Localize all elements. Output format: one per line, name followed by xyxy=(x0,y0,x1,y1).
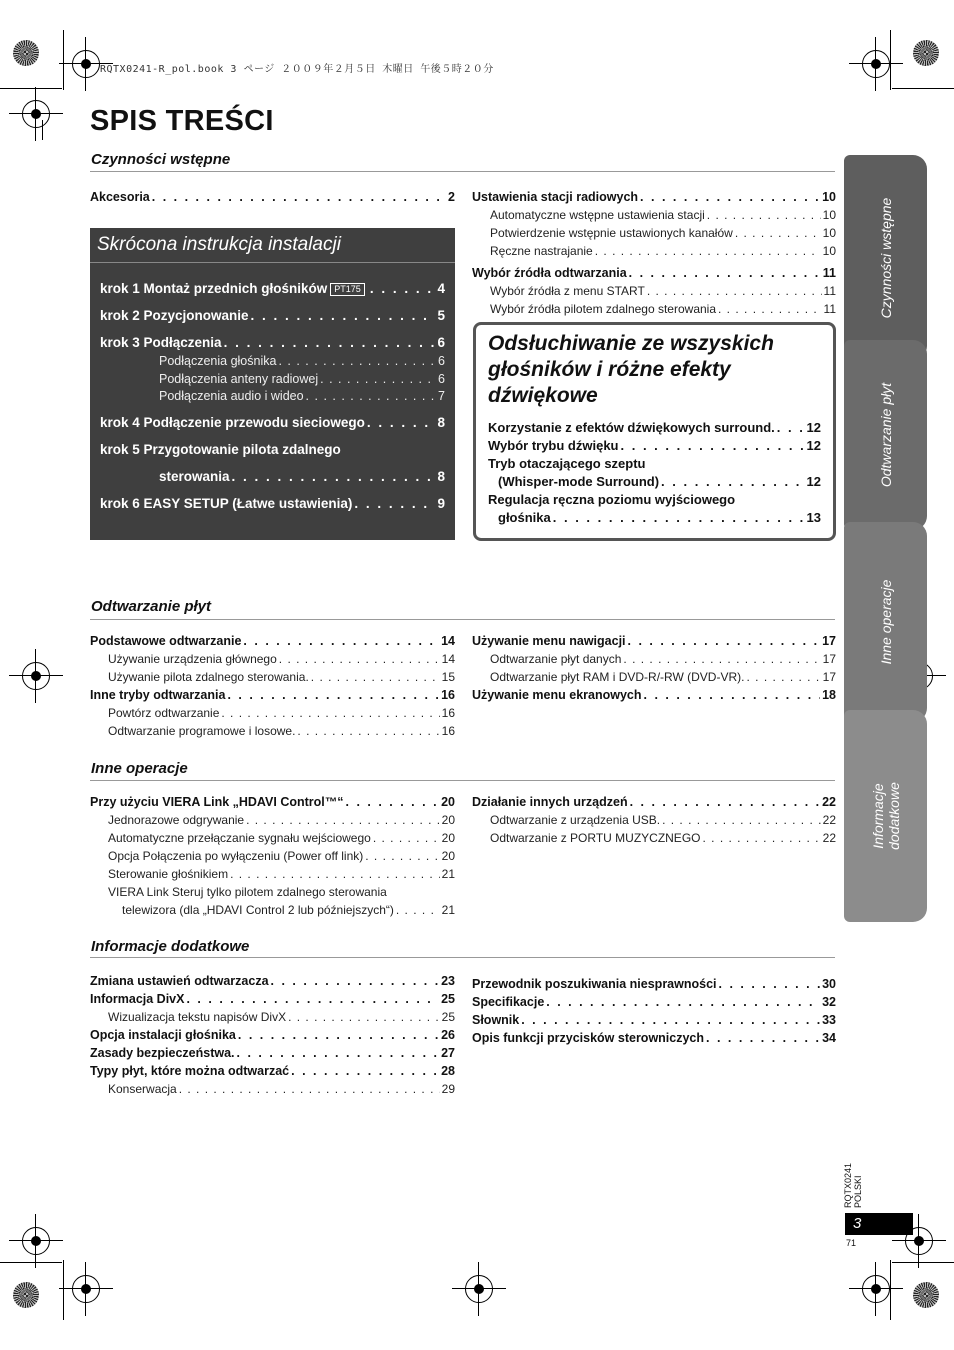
toc-subentry xyxy=(90,865,455,883)
toc-page-number: 22 xyxy=(822,795,836,809)
crosshair-mark-icon xyxy=(862,1275,890,1303)
toc-page-number: 26 xyxy=(441,1028,455,1042)
toc-entry-label: Konserwacja xyxy=(108,1082,177,1096)
toc-extra-left xyxy=(90,972,455,1098)
toc-page-number: 25 xyxy=(441,992,455,1006)
toc-page-number: 16 xyxy=(441,724,455,738)
crosshair-mark-icon xyxy=(22,100,50,128)
toc-entry-label: Odtwarzanie programowe i losowe. xyxy=(108,724,296,738)
toc-page-number: 14 xyxy=(441,652,455,666)
toc-entry-continuation: (Whisper-mode Surround) . . . 12 xyxy=(488,473,821,491)
toc-entry-label: Wybór źródła odtwarzania xyxy=(472,266,627,280)
toc-subentry xyxy=(472,224,836,242)
toc-entry xyxy=(90,686,455,704)
toc-subentry xyxy=(100,388,445,406)
toc-entry-label: Akcesoria xyxy=(90,190,150,204)
toc-prelim-right xyxy=(472,188,836,318)
toc-subentry xyxy=(100,353,445,371)
toc-entry xyxy=(90,1062,455,1080)
toc-entry-label: Słownik xyxy=(472,1013,520,1027)
quick-setup-box xyxy=(90,228,455,540)
toc-page-number: 21 xyxy=(441,867,455,881)
toc-subentry xyxy=(472,650,836,668)
toc-entry xyxy=(472,1029,836,1047)
toc-entry-label: Wybór źródła z menu START xyxy=(490,284,645,298)
quick-setup-title: Skrócona instrukcja instalacji xyxy=(97,234,341,255)
toc-subentry xyxy=(90,847,455,865)
toc-entry-label: krok 6 EASY SETUP (Łatwe ustawienia) xyxy=(100,495,353,511)
toc-subentry xyxy=(100,371,445,389)
toc-subentry xyxy=(90,901,455,919)
toc-entry xyxy=(90,632,455,650)
toc-entry xyxy=(90,1044,455,1062)
toc-subentry xyxy=(472,300,836,318)
surround-title: Odsłuchiwanie ze wszyskich głośników i różne efekty dźwiękowe xyxy=(488,332,774,407)
toc-entry-label: Działanie innych urządzeń xyxy=(472,795,628,809)
toc-page-number: 17 xyxy=(822,634,836,648)
toc-entry-label: krok 3 Podłączenia xyxy=(100,335,222,350)
toc-entry-label: Zasady bezpieczeństwa. xyxy=(90,1046,235,1060)
toc-page-number: 20 xyxy=(441,795,455,809)
surround-items xyxy=(488,419,821,527)
toc-entry xyxy=(488,419,821,437)
registration-disc-icon xyxy=(13,40,39,66)
section-rule xyxy=(90,780,835,781)
toc-entry-label: Opcja instalacji głośnika xyxy=(90,1028,236,1042)
toc-page-number: 6 xyxy=(438,354,445,368)
toc-entry-label: krok 4 Podłączenie przewodu sieciowego xyxy=(100,414,365,430)
page-title: SPIS TREŚCI xyxy=(90,105,274,137)
toc-subentry xyxy=(472,282,836,300)
toc-subentry xyxy=(90,883,455,901)
toc-entry-label: Przy użyciu VIERA Link „HDAVI Control™“ xyxy=(90,795,344,809)
toc-subentry xyxy=(90,811,455,829)
toc-entry xyxy=(90,1026,455,1044)
toc-entry xyxy=(488,437,821,455)
toc-entry xyxy=(472,686,836,704)
toc-entry-label: Potwierdzenie wstępnie ustawionych kanałów xyxy=(490,226,733,240)
toc-page-number: 14 xyxy=(441,634,455,648)
tab-inne-operacje[interactable]: Inne operacje xyxy=(844,522,927,722)
toc-page-number: 13 xyxy=(806,510,821,525)
toc-entry-label: Odtwarzanie z PORTU MUZYCZNEGO xyxy=(490,831,701,845)
toc-page-number: 22 xyxy=(822,831,836,845)
side-code: RQTX0241 POLSKI xyxy=(843,1162,863,1208)
toc-page-number: 18 xyxy=(822,688,836,702)
toc-entry xyxy=(100,413,445,433)
toc-page-number: 15 xyxy=(441,670,455,684)
toc-entry-label: Sterowanie głośnikiem xyxy=(108,867,229,881)
toc-entry-label: Informacja DivX xyxy=(90,992,185,1006)
section-rule xyxy=(90,957,835,958)
toc-page-number: 28 xyxy=(441,1064,455,1078)
toc-entry-label: Regulacja ręczna poziomu wyjściowego xyxy=(488,492,736,507)
print-header: RQTX0241-R_pol.book 3 ページ ２００９年２月５日 木曜日 午後５時２０分 xyxy=(100,64,494,75)
section-heading-play: Odtwarzanie płyt xyxy=(91,598,212,615)
toc-entry-label: Ustawienia stacji radiowych xyxy=(472,190,639,204)
toc-entry xyxy=(472,975,836,993)
toc-entry xyxy=(488,455,821,473)
small-number: 71 xyxy=(846,1238,857,1248)
toc-subentry xyxy=(472,811,836,829)
tab-odtwarzanie-plyt[interactable]: Odtwarzanie płyt xyxy=(844,340,927,530)
toc-entry-label: VIERA Link Steruj tylko pilotem zdalnego sterowania xyxy=(108,885,387,899)
toc-entry-label: Odtwarzanie płyt RAM i DVD-R/-RW (DVD-VR). xyxy=(490,670,745,684)
toc-prelim-left xyxy=(90,188,455,206)
toc-page-number: 11 xyxy=(823,284,836,298)
toc-entry-label: telewizora (dla „HDAVI Control 2 lub późniejszych“) xyxy=(122,903,394,917)
toc-entry-label: Wybór źródła pilotem zdalnego sterowania xyxy=(490,302,717,316)
toc-entry-label: Specifikacje xyxy=(472,995,545,1009)
toc-entry xyxy=(472,264,836,282)
toc-page-number: 5 xyxy=(437,308,445,323)
section-heading-extra: Informacje dodatkowe xyxy=(91,938,250,955)
toc-subentry xyxy=(472,668,836,686)
toc-entry-label: Opis funkcji przycisków sterowniczych xyxy=(472,1031,705,1045)
crosshair-mark-icon xyxy=(22,1227,50,1255)
toc-entry xyxy=(90,972,455,990)
toc-entry xyxy=(100,494,445,514)
toc-entry xyxy=(472,793,836,811)
toc-entry xyxy=(472,188,836,206)
toc-entry xyxy=(488,491,821,509)
toc-page-number: 16 xyxy=(441,688,455,702)
toc-entry xyxy=(90,793,455,811)
toc-subentry xyxy=(90,650,455,668)
toc-page-number: 4 xyxy=(437,281,445,296)
toc-other-left xyxy=(90,793,455,919)
toc-entry-label: Opcja Połączenia po wyłączeniu (Power off link) xyxy=(108,849,364,863)
toc-entry-label: Podstawowe odtwarzanie xyxy=(90,634,242,648)
toc-entry xyxy=(100,306,445,326)
model-badge: PT175 xyxy=(330,283,365,296)
toc-entry xyxy=(472,632,836,650)
crosshair-mark-icon xyxy=(72,1275,100,1303)
toc-page-number: 30 xyxy=(822,977,836,991)
toc-extra-right xyxy=(472,975,836,1047)
surround-box xyxy=(473,322,836,541)
toc-page-number: 7 xyxy=(438,389,445,403)
toc-page-number: 6 xyxy=(438,371,445,386)
toc-page-number: 23 xyxy=(441,974,455,988)
toc-page-number: 12 xyxy=(806,420,821,435)
toc-entry-label: Automatyczne wstępne ustawienia stacji xyxy=(490,208,705,222)
toc-entry-label: Typy płyt, które można odtwarzać xyxy=(90,1064,290,1078)
toc-page-number: 17 xyxy=(822,670,836,684)
toc-entry xyxy=(100,333,445,353)
toc-entry-label: Wizualizacja tekstu napisów DivX xyxy=(108,1010,287,1024)
toc-entry-label: Używanie pilota zdalnego sterowania. xyxy=(108,670,309,684)
section-heading-prelim: Czynności wstępne xyxy=(91,151,231,168)
crosshair-mark-icon xyxy=(72,50,100,78)
toc-page-number: 20 xyxy=(441,849,455,863)
page-number: 3 xyxy=(845,1213,913,1235)
toc-page-number: 11 xyxy=(822,266,836,280)
toc-entry xyxy=(472,1011,836,1029)
toc-page-number: 8 xyxy=(437,468,445,484)
toc-page-number: 33 xyxy=(822,1013,836,1027)
quick-setup-steps xyxy=(100,272,445,514)
toc-entry-label: Wybór trybu dźwięku xyxy=(488,438,619,453)
toc-page-number: 21 xyxy=(441,903,455,917)
tab-informacje-dodatkowe[interactable]: Informacje dodatkowe xyxy=(844,710,927,922)
toc-entry-label: Używanie urządzenia głównego xyxy=(108,652,277,666)
toc-entry-label: krok 1 Montaż przednich głośników PT175 xyxy=(100,279,368,299)
toc-page-number: 16 xyxy=(441,706,455,720)
section-rule xyxy=(90,619,835,620)
toc-entry-label: krok 5 Przygotowanie pilota zdalnego xyxy=(100,441,341,457)
toc-entry-label: Odtwarzanie z urządzenia USB. xyxy=(490,813,661,827)
toc-entry-label: Korzystanie z efektów dźwiękowych surround. xyxy=(488,420,775,435)
toc-page-number: 2 xyxy=(448,190,455,204)
toc-page-number: 29 xyxy=(441,1082,455,1096)
toc-entry-label: Zmiana ustawień odtwarzacza xyxy=(90,974,269,988)
toc-page-number: 12 xyxy=(806,438,821,453)
toc-entry-label: Inne tryby odtwarzania xyxy=(90,688,226,702)
toc-subentry xyxy=(90,722,455,740)
toc-subentry xyxy=(472,829,836,847)
crosshair-mark-icon xyxy=(465,1275,493,1303)
toc-entry xyxy=(90,990,455,1008)
toc-subentry xyxy=(472,242,836,260)
toc-play-left xyxy=(90,632,455,740)
registration-disc-icon xyxy=(913,1282,939,1308)
toc-page-number: 27 xyxy=(441,1046,455,1060)
toc-page-number: 10 xyxy=(822,190,836,204)
toc-subentry xyxy=(90,668,455,686)
toc-page-number: 8 xyxy=(437,414,445,430)
toc-subentry xyxy=(90,1080,455,1098)
toc-page-number: 12 xyxy=(806,474,821,489)
toc-page-number: 6 xyxy=(437,335,445,350)
crosshair-mark-icon xyxy=(22,662,50,690)
toc-page-number: 17 xyxy=(822,652,836,666)
tab-czynnosci-wstepne[interactable]: Czynności wstępne xyxy=(844,155,927,360)
toc-page-number: 9 xyxy=(437,495,445,511)
toc-subentry xyxy=(90,704,455,722)
toc-entry-label: Podłączenia anteny radiowej xyxy=(159,371,319,386)
toc-subentry xyxy=(472,206,836,224)
registration-disc-icon xyxy=(913,40,939,66)
toc-other-right xyxy=(472,793,836,847)
toc-entry-label: Jednorazowe odgrywanie xyxy=(108,813,245,827)
toc-subentry xyxy=(90,829,455,847)
crosshair-mark-icon xyxy=(862,50,890,78)
toc-entry-label: Używanie menu ekranowych xyxy=(472,688,642,702)
toc-subentry xyxy=(90,1008,455,1026)
toc-page-number: 32 xyxy=(822,995,836,1009)
toc-page-number: 34 xyxy=(822,1031,836,1045)
section-rule xyxy=(90,171,835,172)
toc-entry-label: Podłączenia audio i wideo xyxy=(159,389,304,403)
toc-entry-label: Powtórz odtwarzanie xyxy=(108,706,220,720)
toc-entry-label: Przewodnik poszukiwania niesprawności xyxy=(472,977,717,991)
registration-disc-icon xyxy=(13,1282,39,1308)
toc-entry-label: Automatyczne przełączanie sygnału wejściowego xyxy=(108,831,371,845)
toc-page-number: 25 xyxy=(441,1010,455,1024)
toc-entry-label: krok 2 Pozycjonowanie xyxy=(100,308,249,323)
toc-play-right xyxy=(472,632,836,704)
toc-entry-label: Ręczne nastrajanie xyxy=(490,244,593,258)
toc-entry xyxy=(90,188,455,206)
toc-entry xyxy=(472,993,836,1011)
toc-entry xyxy=(100,279,445,299)
toc-page-number: 20 xyxy=(441,813,455,827)
toc-entry xyxy=(100,440,445,460)
toc-entry-label: Tryb otaczającego szeptu xyxy=(488,456,646,471)
toc-page-number: 10 xyxy=(822,208,836,222)
toc-entry-label: Odtwarzanie płyt danych xyxy=(490,652,622,666)
section-heading-other: Inne operacje xyxy=(91,760,188,777)
toc-page-number: 11 xyxy=(823,302,836,316)
toc-page-number: 10 xyxy=(822,226,836,240)
toc-page-number: 10 xyxy=(822,244,836,258)
toc-entry-continuation: głośnika . . . 13 xyxy=(488,509,821,527)
toc-entry-label: Podłączenia głośnika xyxy=(159,354,277,368)
toc-entry-label: Używanie menu nawigacji xyxy=(472,634,626,648)
toc-entry-continuation: sterowania . . . 8 xyxy=(100,467,445,487)
toc-page-number: 22 xyxy=(822,813,836,827)
toc-page-number: 20 xyxy=(441,831,455,845)
